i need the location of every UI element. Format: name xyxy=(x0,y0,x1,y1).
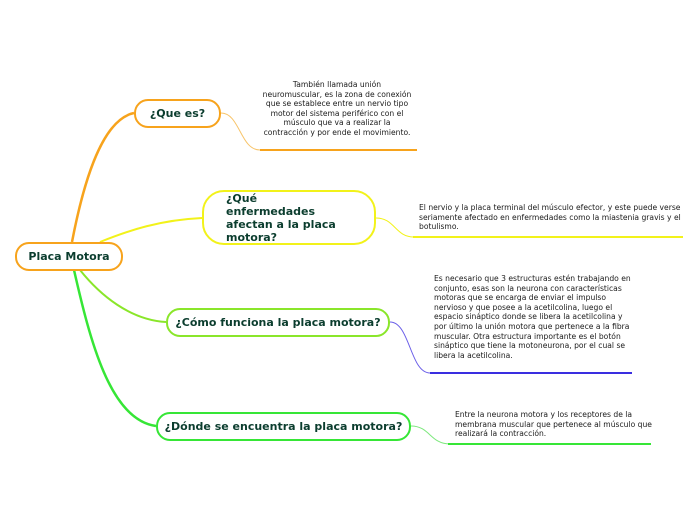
note-underline-donde xyxy=(448,443,651,445)
connector-donde-note xyxy=(411,426,450,444)
note-underline-enfermedades xyxy=(413,236,683,238)
note-como-funciona: Es necesario que 3 estructuras estén trabajando en conjunto, esas son la neurona con características motoras que se encarga de enviar el impulso nervioso y que posee a la acetilcolina, luego el espacio sináptico donde se libera la acetilcolina y por último la unión motora que pertenece a la fibra muscular. Otra estructura importante es el botón sináptico que tiene la motoneurona, por el cual se libera la acetilcolina. xyxy=(434,274,631,360)
connector-root-donde xyxy=(74,270,156,426)
connector-root-que-es xyxy=(72,113,134,242)
branch-node-label: ¿Qué enfermedades afectan a la placa motora? xyxy=(226,191,336,244)
note-donde: Entre la neurona motora y los receptores de la membrana muscular que pertenece al músculo que realizará la contracción. xyxy=(455,410,652,439)
note-enfermedades: El nervio y la placa terminal del músculo efector, y este puede verse seriamente afectado en enfermedades como la miastenia gravis y el botulismo. xyxy=(419,203,681,232)
branch-node-label: ¿Dónde se encuentra la placa motora? xyxy=(164,420,403,433)
note-underline-como-funciona xyxy=(430,372,632,374)
branch-node-donde[interactable] xyxy=(156,412,411,441)
root-node-label: Placa Motora xyxy=(28,250,110,263)
branch-node-enfermedades[interactable] xyxy=(202,190,376,245)
connector-root-como-funciona xyxy=(80,270,166,322)
connector-enfermedades-note xyxy=(376,218,414,237)
connector-que-es-note xyxy=(221,113,260,150)
branch-node-label: ¿Que es? xyxy=(149,107,206,120)
branch-node-como-funciona[interactable] xyxy=(166,308,390,337)
branch-node-que-es[interactable] xyxy=(134,99,221,128)
note-que-es: También llamada unión neuromuscular, es la zona de conexión que se establece entre un nervio tipo motor del sistema periférico con el músculo que va a realizar la contracción y por ende el movimiento. xyxy=(262,80,412,137)
note-underline-que-es xyxy=(260,149,417,151)
branch-node-label: ¿Cómo funciona la placa motora? xyxy=(175,316,381,329)
connector-como-funciona-note xyxy=(390,322,430,373)
root-node-placa-motora[interactable] xyxy=(15,242,123,271)
connector-root-enfermedades xyxy=(100,218,202,242)
